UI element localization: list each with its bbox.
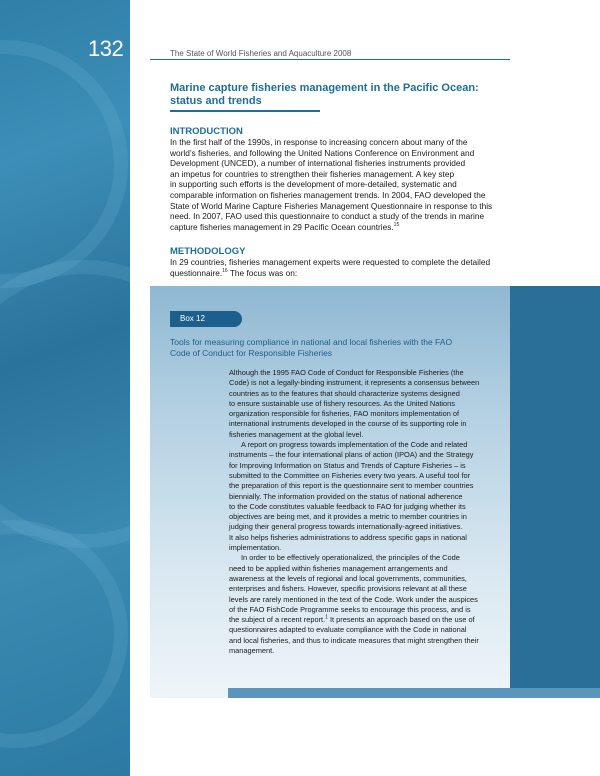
title-rule [170,110,320,112]
text-line: It also helps fisheries administrations to address specific gaps in national [229,532,467,542]
text-line: world’s fisheries, and following the United Nations Conference on Environment and [170,147,475,158]
text-line: in supporting such efforts is the development of more-detailed, systematic and [170,179,457,190]
text-line: for Improving Information on Status and Trends of Capture Fisheries – is [229,460,466,470]
text-line: an impetus for countries to strengthen their fisheries management. A key step [170,168,455,179]
text-line: need to be applied within fisheries management arrangements and [229,563,448,573]
text-span: questionnaire. [170,267,223,278]
decorative-swirl [0,520,128,748]
text-span: It presents an approach based on the use of [327,615,475,625]
text-line: awareness at the levels of regional and local governments, communities, [229,573,467,583]
methodology-paragraph [170,257,512,278]
decorative-swirl [0,260,130,548]
box-body [229,368,492,656]
text-line: fisheries management at the global level. [229,429,364,439]
text-line [170,268,512,279]
page-number: 132 [88,36,124,61]
text-line: management. [229,646,275,656]
text-line: countries as to the features that should characterize systems designed [229,388,460,398]
box-title-line: Code of Conduct for Responsible Fisheries [170,348,333,358]
article-title-line: Marine capture fisheries management in the Pacific Ocean: [170,82,479,94]
footnote-ref[interactable]: 1 [325,614,328,621]
introduction-paragraph [170,137,512,232]
methodology-heading: METHODOLOGY [170,246,246,257]
text-line: In 29 countries, fisheries management experts were requested to complete the detailed [170,257,491,267]
text-line: implementation. [229,543,282,553]
text-line: biennially. The information provided on the status of national adherence [229,491,463,501]
text-line: Code) is not a legally-binding instrument, it represents a consensus between [229,378,480,388]
text-line: and local fisheries, and thus to indicate measures that might strengthen their [229,635,479,645]
text-span: capture fisheries management in 29 Pacific Ocean countries. [170,221,394,232]
text-line: international instruments developed in the course of its supporting role in [229,419,467,429]
text-line: In the first half of the 1990s, in response to increasing concern about many of the [170,137,468,147]
header-rule [150,59,510,60]
box-bottom-bar [228,688,600,698]
text-line: enterprises and fishers. However, specific provisions relevant at all these [229,584,467,594]
box-side-panel [510,286,600,698]
box-label-tab: Box 12 [170,311,242,327]
text-line: judging their general progress towards internationally-agreed initiatives. [229,522,463,532]
text-line: the preparation of this report is the questionnaire sent to member countries [229,481,474,491]
text-line: need. In 2007, FAO used this questionnaire to conduct a study of the trends in marine [170,211,485,222]
text-line: objectives are being met, and it provides a metric to member countries in [229,512,467,522]
text-line: questionnaires adapted to evaluate compliance with the Code in national [229,625,467,635]
text-line: comparable information on fisheries management trends. In 2004, FAO developed the [170,189,486,200]
footnote-ref[interactable]: 15 [393,221,400,228]
text-line: levels are rarely mentioned in the text of the Code. Work under the auspices [229,594,478,604]
text-line: In order to be effectively operationalized, the principles of the Code [241,553,460,563]
text-line: A report on progress towards implementation of the Code and related [241,440,468,450]
footnote-ref[interactable]: 16 [222,267,228,274]
box-paragraph [229,440,492,553]
article-title [170,82,510,108]
text-span: the subject of a recent report. [229,615,326,625]
text-line: of the FAO FishCode Programme seeks to encourage this process, and is [229,604,471,614]
text-line [170,222,512,233]
text-line: instruments – the four international plans of action (IPOA) and the Strategy [229,450,474,460]
text-line: submitted to the Committee on Fisheries every two years. A useful tool for [229,470,471,480]
running-head: The State of World Fisheries and Aquaculture 2008 [170,49,352,58]
text-line: Although the 1995 FAO Code of Conduct for Responsible Fisheries (the [229,368,464,377]
text-line: to ensure sustainable use of fishery resources. As the United Nations [229,398,455,408]
text-line: Development (UNCED), a number of international fisheries instruments provided [170,158,466,169]
box-title-line: Tools for measuring compliance in national and local fisheries with the FAO [170,337,453,347]
decorative-swirl [0,40,128,288]
box-paragraph [229,553,492,656]
text-span: The focus was on: [227,267,298,278]
article-title-line: status and trends [170,95,262,107]
text-line: to the Code constitutes valuable feedback to FAO for judging whether its [229,501,466,511]
text-line: organization responsible for fisheries, FAO monitors implementation of [229,409,460,419]
introduction-heading: INTRODUCTION [170,126,243,137]
box-paragraph [229,368,492,440]
box-title [170,337,490,359]
decorative-side-strip [0,0,130,776]
text-line: State of World Marine Capture Fisheries Management Questionnaire in response to this [170,200,493,211]
